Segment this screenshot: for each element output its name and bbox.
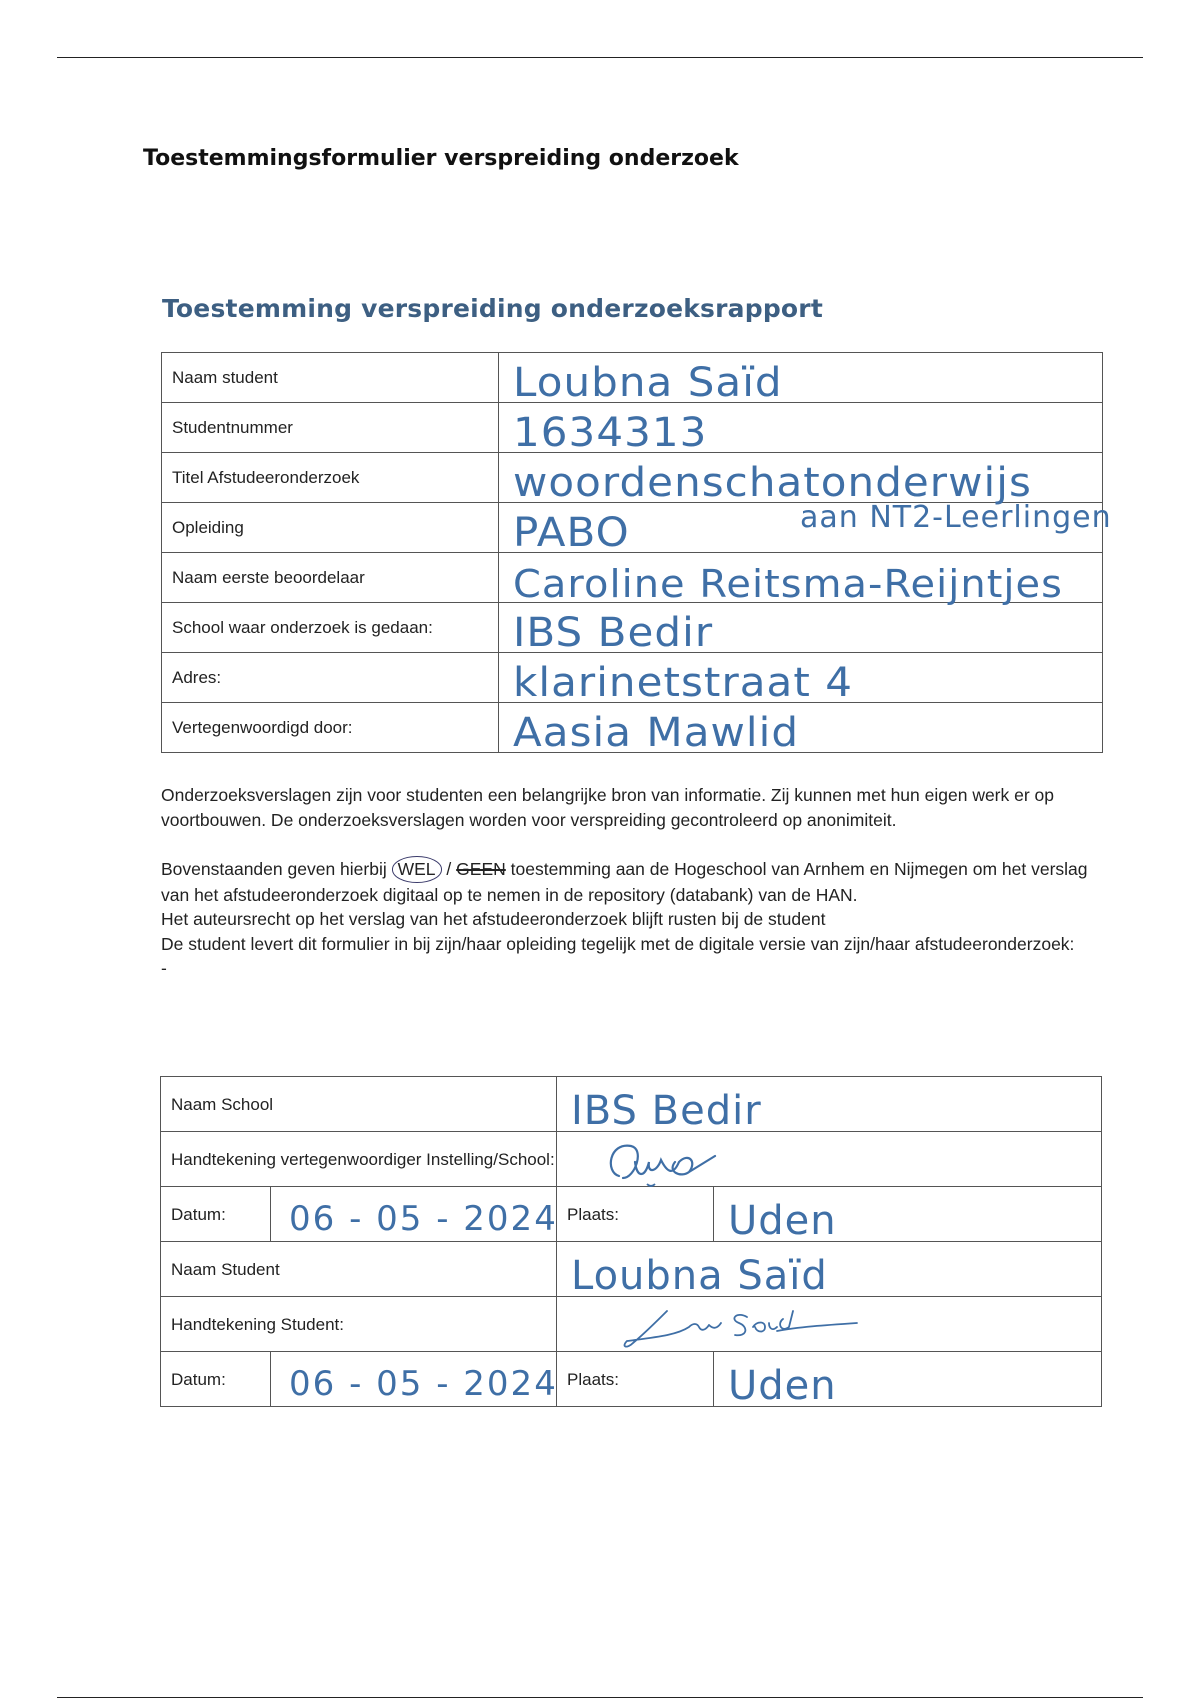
- table-row: [162, 453, 1103, 503]
- signature-table: [160, 1076, 1102, 1407]
- value-datum-1: 06 - 05 - 2024: [289, 1199, 558, 1239]
- table-row: [161, 1077, 1102, 1132]
- label-beoordelaar: Naam eerste beoordelaar: [162, 553, 499, 603]
- label-naam-school: Naam School: [161, 1077, 557, 1132]
- label-titel: Titel Afstudeeronderzoek: [162, 453, 499, 503]
- value-naam-school: IBS Bedir: [571, 1088, 762, 1134]
- value-opleiding: PABO: [513, 510, 630, 556]
- value-titel: woordenschatonderwijs: [513, 460, 1032, 506]
- paragraph-intro: Onderzoeksverslagen zijn voor studenten een belangrijke bron van informatie. Zij kunnen met hun eigen werk er op voortbouwen. De onderzoeksverslagen worden voor verspreiding gecontroleerd op anonimiteit.: [161, 785, 1055, 830]
- student-info-table: [161, 352, 1103, 756]
- value-school: IBS Bedir: [513, 610, 714, 656]
- label-plaats-2: Plaats:: [557, 1352, 714, 1407]
- paragraph-submission: De student levert dit formulier in bij zijn/haar opleiding tegelijk met de digitale versie van zijn/haar afstudeeronderzoek:: [161, 933, 1075, 954]
- label-school: School waar onderzoek is gedaan:: [162, 603, 499, 653]
- value-naam-student: Loubna Saïd: [513, 360, 783, 406]
- paragraph-copyright: Het auteursrecht op het verslag van het afstudeeronderzoek blijft rusten bij de student: [161, 909, 826, 929]
- page-title: Toestemmingsformulier verspreiding onderzoek: [143, 146, 739, 171]
- label-vertegenwoordigd: Vertegenwoordigd door:: [162, 703, 499, 753]
- form-text: [161, 783, 1111, 981]
- label-plaats-1: Plaats:: [557, 1187, 714, 1242]
- table-row: [161, 1297, 1102, 1352]
- label-adres: Adres:: [162, 653, 499, 703]
- table-row: [161, 1132, 1102, 1187]
- label-datum-1: Datum:: [161, 1187, 271, 1242]
- table-row: [162, 403, 1103, 453]
- value-beoordelaar: Caroline Reitsma-Reijntjes: [513, 562, 1063, 606]
- value-datum-2: 06 - 05 - 2024: [289, 1364, 558, 1404]
- table-row: [161, 1187, 1102, 1242]
- dash: -: [161, 958, 167, 978]
- value-vertegenwoordigd: Aasia Mawlid: [513, 710, 800, 756]
- bottom-rule: [57, 1697, 1143, 1698]
- representative-signature-icon: [597, 1132, 757, 1192]
- value-plaats-2: Uden: [728, 1363, 837, 1409]
- table-row: [161, 1242, 1102, 1297]
- student-signature-icon: [597, 1297, 897, 1353]
- label-studentnummer: Studentnummer: [162, 403, 499, 453]
- geen-option: GEEN: [456, 859, 506, 879]
- label-handtekening-vertegenwoordiger: Handtekening vertegenwoordiger Instelling/School:: [161, 1132, 557, 1187]
- label-naam-student: Naam student: [162, 353, 499, 403]
- value-plaats-1: Uden: [728, 1198, 837, 1244]
- label-opleiding: Opleiding: [162, 503, 499, 553]
- table-row: [162, 553, 1103, 603]
- paragraph-consent: Bovenstaanden geven hierbij WEL / GEEN toestemming aan de Hogeschool van Arnhem en Nijmegen om het verslag van het afstudeeronderzoek digitaal op te nemen in de repository (databank) van de HAN.: [161, 856, 1111, 907]
- form-heading: Toestemming verspreiding onderzoeksrapport: [162, 294, 823, 323]
- value-studentnummer: 1634313: [513, 410, 708, 456]
- top-rule: [57, 57, 1143, 58]
- label-datum-2: Datum:: [161, 1352, 271, 1407]
- table-row: [162, 353, 1103, 403]
- label-naam-student: Naam Student: [161, 1242, 557, 1297]
- table-row: [162, 653, 1103, 703]
- table-row: [162, 603, 1103, 653]
- value-naam-student: Loubna Saïd: [571, 1253, 828, 1299]
- wel-option: WEL: [392, 856, 442, 883]
- table-row: [162, 703, 1103, 753]
- label-handtekening-student: Handtekening Student:: [161, 1297, 557, 1352]
- table-row: [161, 1352, 1102, 1407]
- title-continuation: aan NT2-Leerlingen: [800, 500, 1112, 535]
- value-adres: klarinetstraat 4: [513, 660, 854, 706]
